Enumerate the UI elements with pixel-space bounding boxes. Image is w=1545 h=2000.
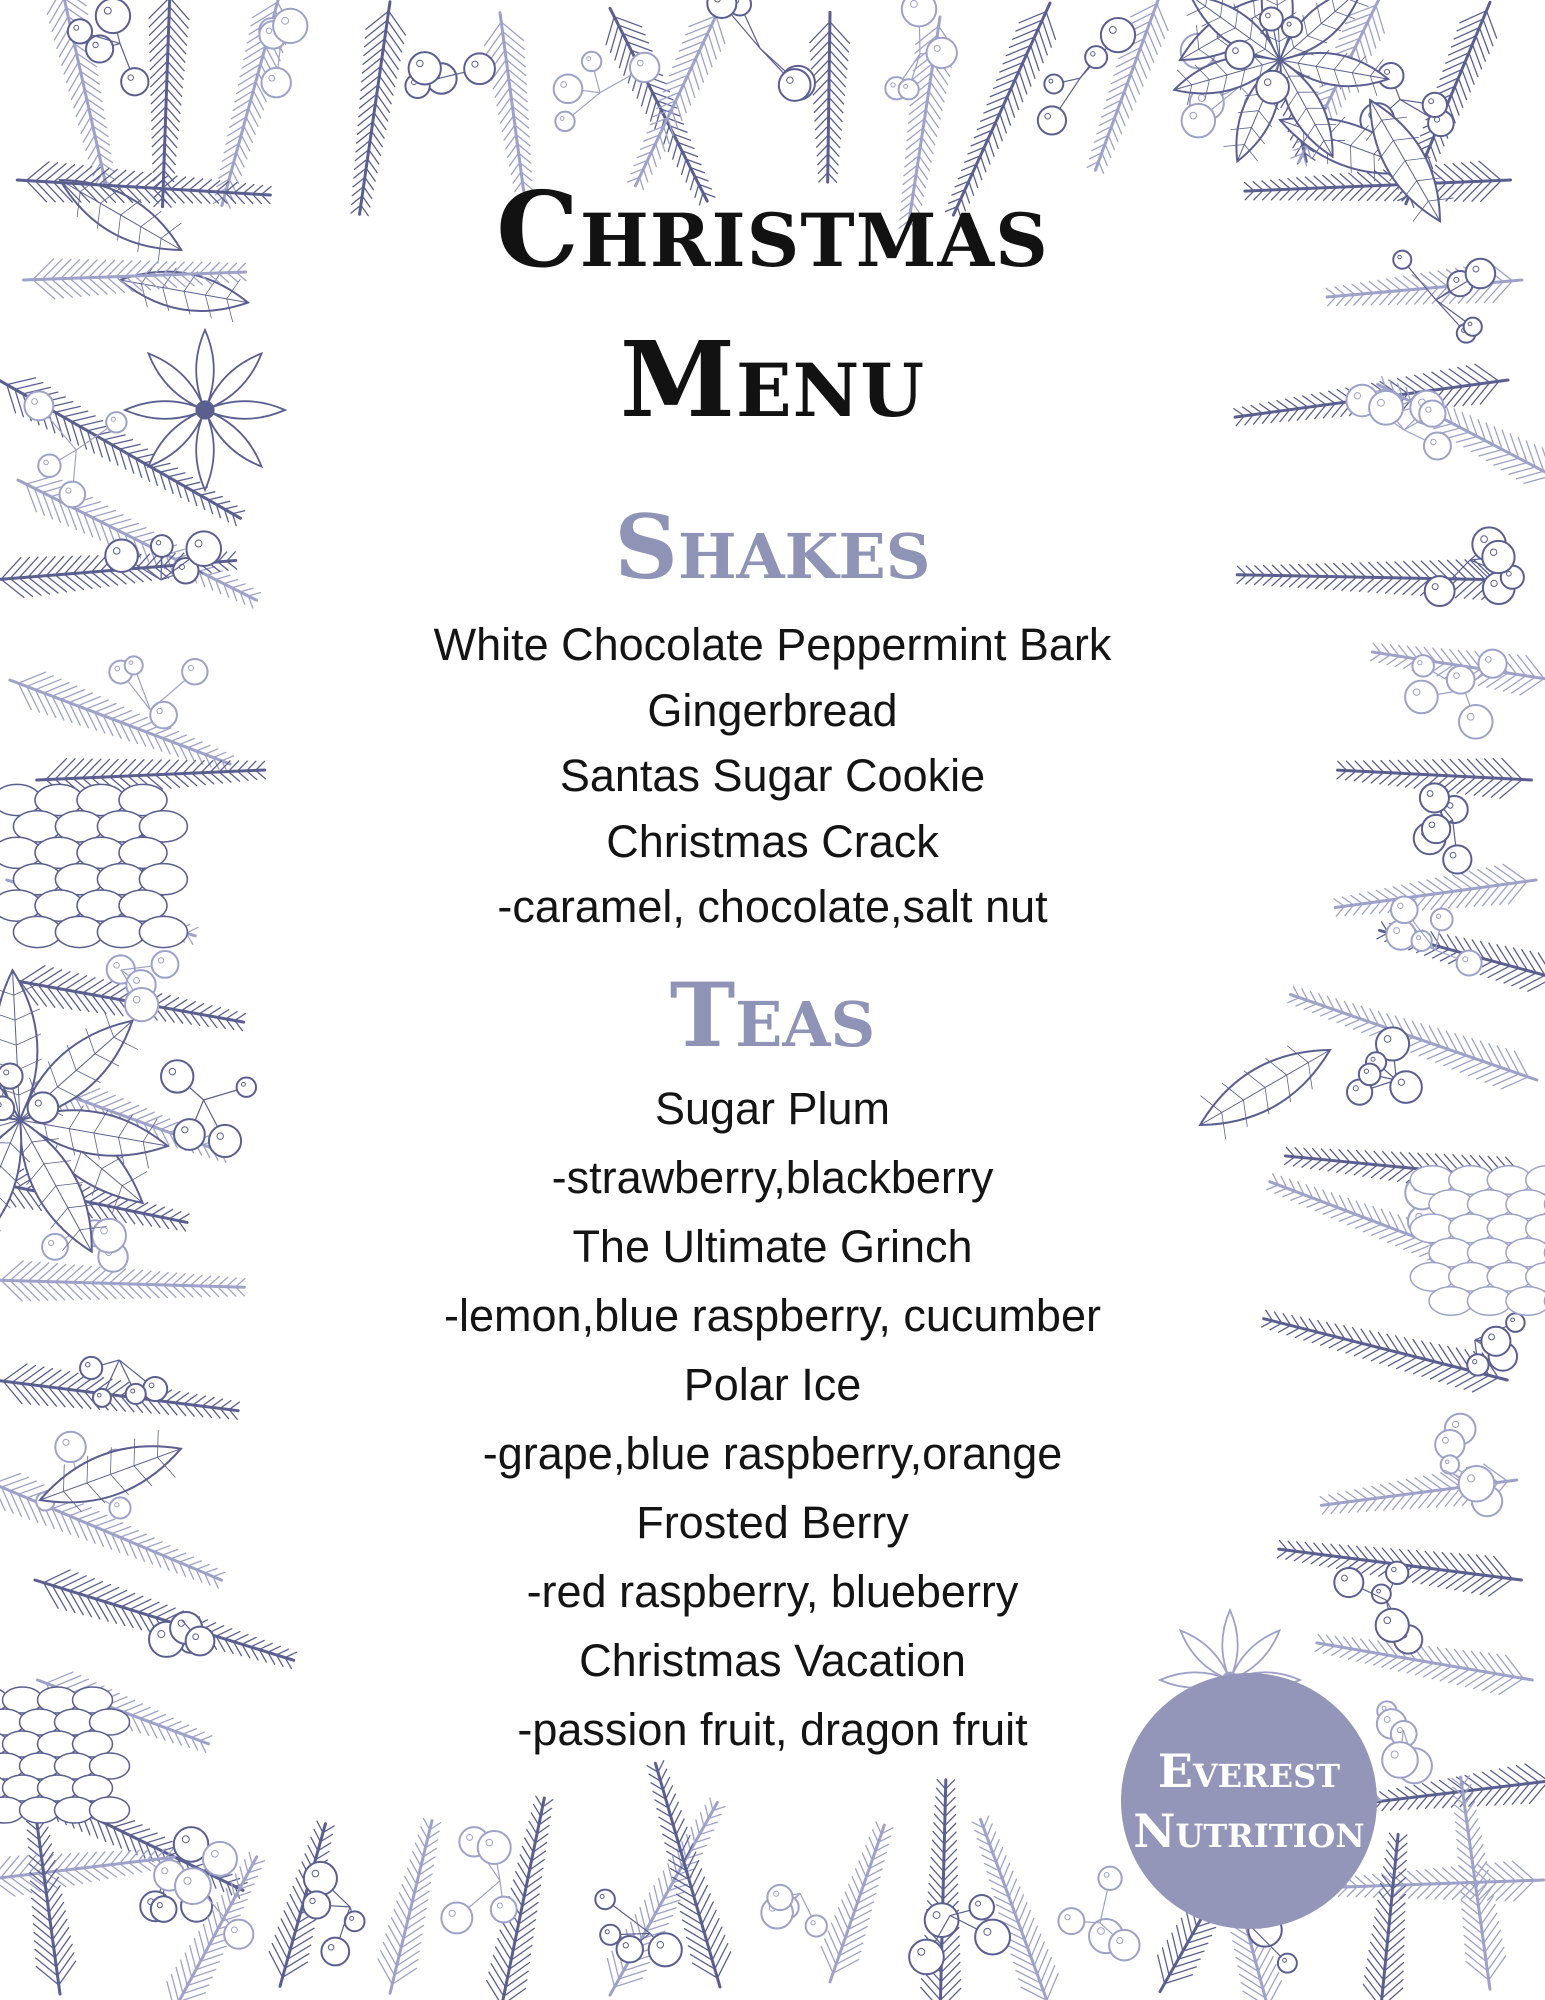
teas-heading: Teas (669, 963, 876, 1067)
everest-nutrition-logo (1121, 1673, 1377, 1929)
shake-item: Christmas Crack (606, 815, 939, 867)
tea-item-description: -passion fruit, dragon fruit (517, 1704, 1028, 1755)
tea-item-description: -red raspberry, blueberry (526, 1566, 1019, 1617)
tea-item: Frosted Berry (636, 1497, 909, 1548)
shake-item: Gingerbread (647, 684, 898, 736)
shake-item-description: -caramel, chocolate,salt nut (497, 881, 1048, 932)
shake-item: Santas Sugar Cookie (559, 750, 986, 801)
tea-item: Christmas Vacation (579, 1635, 966, 1686)
menu-title-line1: Christmas (496, 168, 1049, 291)
menu-title-line2: Menu (619, 318, 926, 441)
tea-item: Sugar Plum (654, 1083, 891, 1134)
tea-item: Polar Ice (683, 1359, 862, 1410)
teas-list (0, 1074, 1545, 1764)
logo-line2: Nutrition (1133, 1804, 1365, 1858)
tea-item-description: -lemon,blue raspberry, cucumber (444, 1290, 1101, 1341)
tea-item-description: -strawberry,blackberry (551, 1152, 994, 1203)
tea-item-description: -grape,blue raspberry,orange (482, 1428, 1063, 1479)
tea-item: The Ultimate Grinch (572, 1221, 973, 1272)
shakes-heading: Shakes (614, 495, 931, 599)
logo-line1: Everest (1157, 1744, 1341, 1798)
shakes-list (0, 612, 1545, 940)
shake-item: White Chocolate Peppermint Bark (433, 619, 1112, 670)
